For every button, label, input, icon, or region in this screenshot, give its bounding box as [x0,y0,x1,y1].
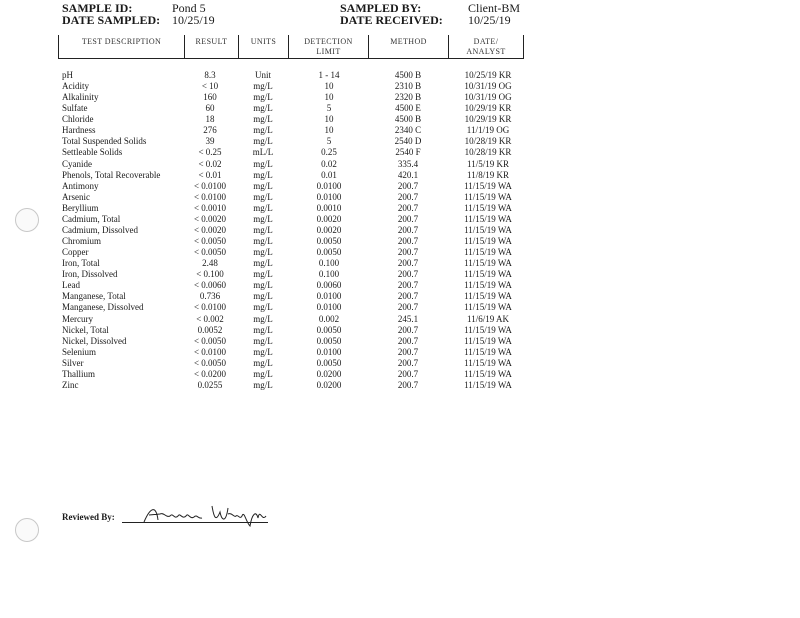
method-value: 200.7 [397,335,419,346]
result-value: 0.736 [199,291,221,302]
test-description: Selenium [62,346,96,357]
table-row [0,380,800,391]
detection-limit-value: 5 [326,136,332,147]
col-detection-limit: DETECTION LIMIT [288,35,368,59]
method-value: 4500 B [394,114,422,125]
detection-limit-value: 10 [324,125,334,136]
detection-limit-value: 0.0060 [316,280,342,291]
detection-limit-value: 0.0100 [316,191,342,202]
units-value: mg/L [253,247,273,258]
units-value: mg/L [253,313,273,324]
date-analyst-value: 10/25/19 KR [464,70,512,80]
method-value: 4500 B [394,70,422,80]
detection-limit-value: 10 [324,81,334,92]
units-value: mg/L [253,125,273,136]
date-analyst-value: 11/5/19 KR [467,158,509,169]
table-row [0,291,800,302]
table-row [0,280,800,291]
method-value: 200.7 [397,280,419,291]
method-value: 420.1 [397,169,419,180]
date-analyst-value: 11/15/19 WA [464,280,512,291]
date-analyst-value: 10/28/19 KR [464,147,512,158]
table-row [0,214,800,225]
date-analyst-value: 11/15/19 WA [464,324,512,335]
table-row [0,103,800,114]
col-result: RESULT [184,35,238,59]
units-value: mg/L [253,236,273,247]
table-row [0,136,800,147]
test-description: Thallium [62,368,95,379]
date-analyst-value: 11/1/19 OG [466,125,510,136]
sample-id-value: Pond 5 [172,1,206,15]
date-received-value: 10/25/19 [468,13,511,27]
detection-limit-value: 0.0050 [316,357,342,368]
date-analyst-value: 11/15/19 WA [464,368,512,379]
method-value: 200.7 [397,180,419,191]
test-description: Arsenic [62,191,90,202]
test-description: Nickel, Dissolved [62,335,127,346]
result-value: < 0.100 [196,269,224,280]
result-value: 8.3 [204,70,216,80]
units-value: mg/L [253,280,273,291]
method-value: 200.7 [397,258,419,269]
result-value: < 0.0100 [193,180,227,191]
date-analyst-value: 10/29/19 KR [464,103,512,114]
units-value: mL/L [252,147,274,158]
sampled-by-label: SAMPLED BY: [340,1,422,15]
method-value: 200.7 [397,368,419,379]
table-row [0,81,800,92]
date-analyst-value: 11/15/19 WA [464,379,512,390]
detection-limit-value: 0.0050 [316,324,342,335]
date-analyst-value: 11/15/19 WA [464,224,512,235]
test-description: Mercury [62,313,93,324]
detection-limit-value: 0.01 [321,169,337,180]
detection-limit-value: 0.0100 [316,346,342,357]
col-date-analyst: DATE/ ANALYST [448,35,524,59]
test-description: Beryllium [62,202,99,213]
col-test-description: TEST DESCRIPTION [58,35,184,59]
method-value: 2340 C [394,125,422,136]
table-row [0,203,800,214]
table-row [0,269,800,280]
date-sampled-value: 10/25/19 [172,13,215,27]
test-description: Antimony [62,180,99,191]
method-value: 335.4 [397,158,419,169]
result-value: < 0.0020 [193,224,227,235]
table-row [0,192,800,203]
detection-limit-value: 0.0050 [316,236,342,247]
test-description: Iron, Dissolved [62,269,118,280]
hole-punch [15,518,39,542]
detection-limit-value: 0.0050 [316,247,342,258]
units-value: mg/L [253,180,273,191]
hole-punch [15,208,39,232]
detection-limit-value: 0.0200 [316,379,342,390]
units-value: mg/L [253,302,273,313]
table-row [0,347,800,358]
result-value: 60 [205,103,215,114]
test-description: Manganese, Dissolved [62,302,144,313]
result-value: 276 [203,125,217,136]
test-description: Alkalinity [62,92,99,103]
detection-limit-value: 0.0020 [316,213,342,224]
units-value: mg/L [253,269,273,280]
detection-limit-value: 0.25 [321,147,337,158]
date-analyst-value: 11/6/19 AK [467,313,509,324]
method-value: 200.7 [397,224,419,235]
units-value: mg/L [253,114,273,125]
test-description: Iron, Total [62,258,100,269]
method-value: 200.7 [397,357,419,368]
detection-limit-value: 10 [324,92,334,103]
result-value: 0.0255 [197,379,223,390]
date-analyst-value: 11/15/19 WA [464,346,512,357]
detection-limit-value: 1 - 14 [318,70,340,80]
units-value: mg/L [253,158,273,169]
col-method: METHOD [368,35,448,59]
detection-limit-value: 0.002 [318,313,340,324]
units-value: mg/L [253,368,273,379]
units-value: mg/L [253,103,273,114]
result-value: < 0.0200 [193,368,227,379]
result-value: < 0.0010 [193,202,227,213]
table-row [0,170,800,181]
units-value: mg/L [253,346,273,357]
table-row [0,92,800,103]
result-value: < 0.0100 [193,302,227,313]
date-analyst-value: 11/15/19 WA [464,236,512,247]
units-value: Unit [254,70,271,80]
date-analyst-value: 11/15/19 WA [464,302,512,313]
method-value: 245.1 [397,313,419,324]
result-value: 0.0052 [197,324,223,335]
test-description: Phenols, Total Recoverable [62,169,161,180]
detection-limit-value: 0.0100 [316,291,342,302]
table-row [0,225,800,236]
date-analyst-value: 11/15/19 WA [464,191,512,202]
date-analyst-value: 11/8/19 KR [467,169,509,180]
method-value: 200.7 [397,213,419,224]
date-analyst-value: 11/15/19 WA [464,357,512,368]
test-description: Total Suspended Solids [62,136,147,147]
detection-limit-value: 0.02 [321,158,337,169]
detection-limit-value: 0.0100 [316,302,342,313]
test-description: Lead [62,280,80,291]
date-analyst-value: 11/15/19 WA [464,180,512,191]
table-row [0,247,800,258]
units-value: mg/L [253,335,273,346]
result-value: 18 [205,114,215,125]
result-value: < 0.0050 [193,247,227,258]
detection-limit-value: 0.0010 [316,202,342,213]
units-value: mg/L [253,169,273,180]
table-row [0,369,800,380]
result-value: < 0.0020 [193,213,227,224]
method-value: 200.7 [397,302,419,313]
test-description: Chloride [62,114,94,125]
method-value: 2540 D [394,136,422,147]
detection-limit-value: 10 [324,114,334,125]
result-value: < 0.25 [198,147,222,158]
sample-id-label: SAMPLE ID: [62,1,133,15]
result-value: < 0.0050 [193,236,227,247]
method-value: 2540 F [395,147,421,158]
result-value: < 0.002 [196,313,224,324]
units-value: mg/L [253,81,273,92]
result-value: 160 [203,92,217,103]
detection-limit-value: 0.0200 [316,368,342,379]
units-value: mg/L [253,224,273,235]
table-row [0,325,800,336]
table-row [0,70,800,81]
method-value: 200.7 [397,269,419,280]
table-row [0,358,800,369]
result-value: < 0.0050 [193,335,227,346]
sampled-by-value: Client-BM [468,1,521,15]
table-row [0,258,800,269]
test-description: Cadmium, Total [62,213,121,224]
units-value: mg/L [253,92,273,103]
date-analyst-value: 10/31/19 OG [464,81,512,92]
detection-limit-value: 0.100 [318,258,340,269]
date-received-label: DATE RECEIVED: [340,13,443,27]
units-value: mg/L [253,324,273,335]
units-value: mg/L [253,202,273,213]
units-value: mg/L [253,136,273,147]
result-value: 39 [205,136,215,147]
date-analyst-value: 11/15/19 WA [464,247,512,258]
date-analyst-value: 11/15/19 WA [464,258,512,269]
date-analyst-value: 10/31/19 OG [464,92,512,103]
detection-limit-value: 0.0050 [316,335,342,346]
method-value: 200.7 [397,379,419,390]
date-analyst-value: 10/29/19 KR [464,114,512,125]
date-sampled-label: DATE SAMPLED: [62,13,161,27]
result-value: < 0.0060 [193,280,227,291]
method-value: 2320 B [394,92,422,103]
detection-limit-value: 0.100 [318,269,340,280]
method-value: 200.7 [397,324,419,335]
test-description: Nickel, Total [62,324,109,335]
method-value: 200.7 [397,247,419,258]
units-value: mg/L [253,379,273,390]
test-description: Manganese, Total [62,291,126,302]
date-analyst-value: 11/15/19 WA [464,213,512,224]
test-description: Copper [62,247,89,258]
date-analyst-value: 11/15/19 WA [464,335,512,346]
col-units: UNITS [238,35,288,59]
test-description: Zinc [62,379,79,390]
units-value: mg/L [253,213,273,224]
test-description: Silver [62,357,84,368]
test-description: Cyanide [62,158,92,169]
result-value: < 0.01 [198,169,222,180]
table-row [0,336,800,347]
table-row [0,302,800,313]
result-value: 2.48 [202,258,218,269]
reviewed-by-label: Reviewed By: [62,512,115,522]
result-value: < 0.0100 [193,346,227,357]
method-value: 2310 B [394,81,422,92]
units-value: mg/L [253,291,273,302]
method-value: 200.7 [397,191,419,202]
detection-limit-value: 0.0100 [316,180,342,191]
table-row [0,159,800,170]
date-analyst-value: 11/15/19 WA [464,291,512,302]
test-description: Hardness [62,125,96,136]
method-value: 4500 E [395,103,421,114]
test-description: Chromium [62,236,102,247]
test-description: Sulfate [62,103,88,114]
method-value: 200.7 [397,291,419,302]
result-value: < 0.02 [198,158,222,169]
result-value: < 10 [201,81,219,92]
table-row [0,125,800,136]
date-analyst-value: 11/15/19 WA [464,202,512,213]
method-value: 200.7 [397,202,419,213]
detection-limit-value: 0.0020 [316,224,342,235]
detection-limit-value: 5 [326,103,332,114]
table-row [0,114,800,125]
date-analyst-value: 10/28/19 KR [464,136,512,147]
units-value: mg/L [253,191,273,202]
test-description: pH [62,70,73,80]
date-analyst-value: 11/15/19 WA [464,269,512,280]
method-value: 200.7 [397,236,419,247]
test-description: Settleable Solids [62,147,123,158]
result-value: < 0.0100 [193,191,227,202]
table-row [0,147,800,158]
test-description: Acidity [62,81,89,92]
method-value: 200.7 [397,346,419,357]
units-value: mg/L [253,357,273,368]
table-row [0,181,800,192]
signature [140,500,270,528]
table-row [0,314,800,325]
table-row [0,236,800,247]
result-value: < 0.0050 [193,357,227,368]
units-value: mg/L [253,258,273,269]
test-description: Cadmium, Dissolved [62,224,138,235]
